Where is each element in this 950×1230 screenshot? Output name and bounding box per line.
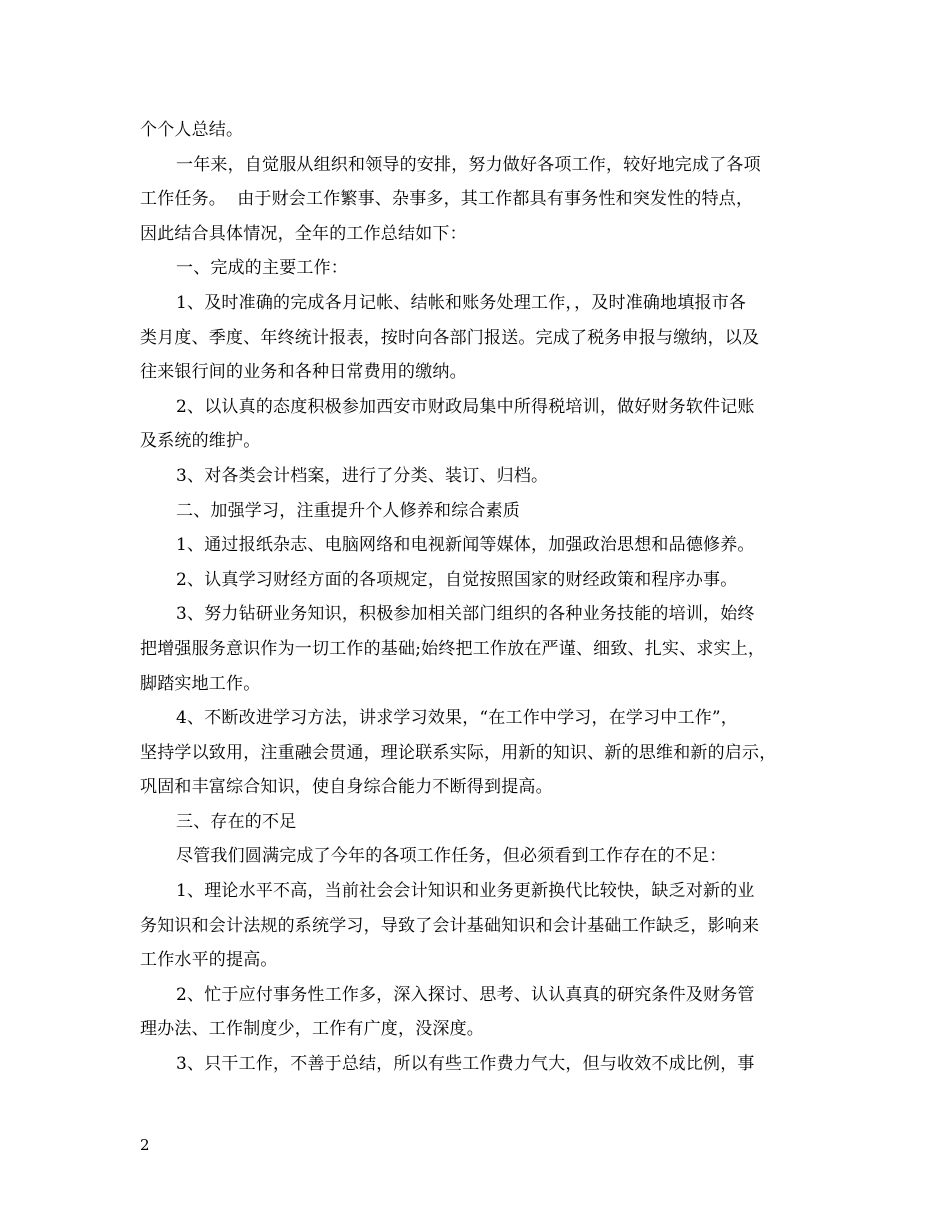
text-line: 把增强服务意识作为一切工作的基础;始终把工作放在严谨、细致、扎实、求实上， xyxy=(140,638,766,659)
text-line: 工作任务。 由于财会工作繁事、杂事多，其工作都具有事务性和突发性的特点， xyxy=(140,189,754,210)
text-line: 1、通过报纸杂志、电脑网络和电视新闻等媒体，加强政治思想和品德修养。 xyxy=(176,535,755,556)
text-line: 4、不断改进学习方法，讲求学习效果，“在工作中学习，在学习中工作”， xyxy=(176,708,738,729)
text-line: 3、努力钻研业务知识，积极参加相关部门组织的各种业务技能的培训，始终 xyxy=(176,604,755,625)
text-line: 脚踏实地工作。 xyxy=(140,673,261,694)
text-line: 2、忙于应付事务性工作多，深入探讨、思考、认认真真的研究条件及财务管 xyxy=(176,984,755,1005)
text-line: 巩固和丰富综合知识，使自身综合能力不断得到提高。 xyxy=(140,777,553,798)
document-body xyxy=(140,113,820,1082)
text-line: 尽管我们圆满完成了今年的各项工作任务，但必须看到工作存在的不足： xyxy=(176,846,727,867)
text-line: 工作水平的提高。 xyxy=(140,950,278,971)
text-line: 坚持学以致用，注重融会贯通，理论联系实际，用新的知识、新的思维和新的启示， xyxy=(140,742,777,763)
section-heading: 三、存在的不足 xyxy=(176,811,297,832)
text-line: 类月度、季度、年终统计报表，按时向各部门报送。完成了税务申报与缴纳，以及 xyxy=(140,327,760,348)
text-line: 个个人总结。 xyxy=(140,120,244,140)
text-line: 3、对各类会计档案，进行了分类、装订、归档。 xyxy=(176,465,549,486)
page-number: 2 xyxy=(140,1136,150,1154)
text-line: 2、认真学习财经方面的各项规定，自觉按照国家的财经政策和程序办事。 xyxy=(176,569,738,590)
text-line: 因此结合具体情况，全年的工作总结如下： xyxy=(140,223,467,244)
text-line: 3、只干工作，不善于总结，所以有些工作费力气大，但与收效不成比例，事 xyxy=(176,1054,755,1075)
section-heading: 二、加强学习，注重提升个人修养和综合素质 xyxy=(176,500,520,521)
text-line: 一年来，自觉服从组织和领导的安排，努力做好各项工作，较好地完成了各项 xyxy=(176,154,761,175)
text-line: 务知识和会计法规的系统学习，导致了会计基础知识和会计基础工作缺乏，影响来 xyxy=(140,915,760,936)
text-line: 理办法、工作制度少，工作有广度，没深度。 xyxy=(140,1019,484,1040)
text-line: 往来银行间的业务和各种日常费用的缴纳。 xyxy=(140,362,467,383)
text-line: 1、理论水平不高，当前社会会计知识和业务更新换代比较快，缺乏对新的业 xyxy=(176,881,755,902)
text-line: 1、及时准确的完成各月记帐、结帐和账务处理工作，，及时准确地填报市各 xyxy=(176,292,747,313)
text-line: 及系统的维护。 xyxy=(140,431,261,452)
text-line: 2、以认真的态度积极参加西安市财政局集中所得税培训，做好财务软件记账 xyxy=(176,396,755,417)
section-heading: 一、完成的主要工作： xyxy=(176,258,348,279)
